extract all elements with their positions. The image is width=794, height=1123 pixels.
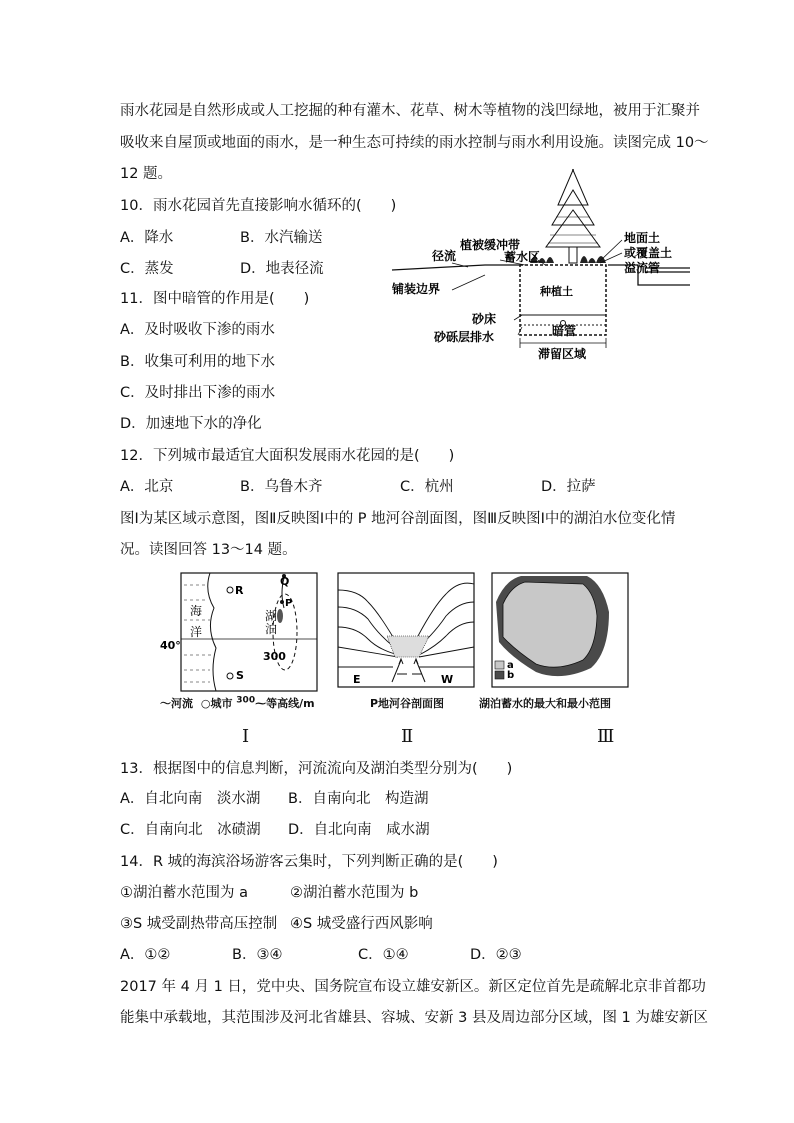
q11-option-a: A．及时吸收下渗的雨水 xyxy=(120,322,275,338)
q14-option-d: D．②③ xyxy=(470,947,522,963)
label-overflow: 溢流管 xyxy=(624,261,661,275)
q11-stem: 11．图中暗管的作用是( ) xyxy=(120,291,310,307)
q12-stem: 12．下列城市最适宜大面积发展雨水花园的是( ) xyxy=(120,448,455,464)
label-q: Q xyxy=(280,575,290,588)
q14-option-a: A．①② xyxy=(120,947,171,963)
figure-1-map xyxy=(160,570,330,695)
q12-option-a: A．北京 xyxy=(120,479,174,495)
q12-option-c: C．杭州 xyxy=(400,479,454,495)
label-buffer: 植被缓冲带 xyxy=(460,238,521,252)
river-legend-icon: 〜 xyxy=(160,697,171,710)
label-cover-soil: 或覆盖土 xyxy=(624,246,673,260)
q14-statement-3: ③S 城受副热带高压控制 xyxy=(120,916,278,932)
q11-option-b: B．收集可利用的地下水 xyxy=(120,354,275,370)
rain-garden-figure xyxy=(390,165,700,365)
figure-3-lake-range xyxy=(491,572,631,690)
q10-option-c: C．蒸发 xyxy=(120,261,174,277)
label-sea-1: 海 xyxy=(190,604,203,618)
label-sea-2: 洋 xyxy=(190,625,203,639)
q13-option-c: C．自南向北 冰碛湖 xyxy=(120,822,261,838)
city-legend-icon: ○ xyxy=(200,697,211,710)
q12-option-d: D．拉萨 xyxy=(541,479,596,495)
label-runoff: 径流 xyxy=(432,249,457,263)
intro2-line2: 况。读图回答 13～14 题。 xyxy=(120,542,297,558)
q14-statement-4: ④S 城受盛行西风影响 xyxy=(290,916,433,932)
label-contour-300: 300 xyxy=(263,650,286,663)
figure-1-legend xyxy=(160,695,315,711)
label-s: S xyxy=(236,669,244,682)
label-storage: 蓄水区 xyxy=(504,250,541,264)
legend-contour: 等高线/m xyxy=(266,697,315,710)
q14-option-c: C．①④ xyxy=(358,947,409,963)
q13-option-b: B．自南向北 构造湖 xyxy=(288,791,429,807)
intro1-line1: 雨水花园是自然形成或人工挖掘的种有灌木、花草、树木等植物的浅凹绿地，被用于汇聚并 xyxy=(120,103,700,119)
label-e: E xyxy=(353,673,361,686)
q13-option-d: D．自北向南 咸水湖 xyxy=(288,822,430,838)
label-w: W xyxy=(441,673,454,686)
q12-option-b: B．乌鲁木齐 xyxy=(240,479,323,495)
legend-city: 城市 xyxy=(210,697,233,710)
intro3-line1: 2017 年 4 月 1 日，党中央、国务院宣布设立雄安新区。新区定位首先是疏解北京非首都功 xyxy=(120,979,706,995)
q10-stem: 10．雨水花园首先直接影响水循环的( ) xyxy=(120,198,397,214)
q10-option-b: B．水汽输送 xyxy=(240,230,323,246)
label-gravel: 砂砾层排水 xyxy=(434,330,495,344)
figure-2-caption: P地河谷剖面图 xyxy=(370,697,445,710)
q13-stem: 13．根据图中的信息判断，河流流向及湖泊类型分别为( ) xyxy=(120,761,513,777)
legend-b-swatch xyxy=(495,671,504,679)
q10-option-a: A．降水 xyxy=(120,230,174,246)
intro3-line2: 能集中承载地，其范围涉及河北省雄县、容城、安新 3 县及周边部分区域，图 1 为雄安新区 xyxy=(120,1010,708,1026)
legend-b-label: b xyxy=(507,670,515,681)
q11-option-d: D．加速地下水的净化 xyxy=(120,416,262,432)
label-surface-soil: 地面土 xyxy=(624,231,661,245)
figure-3-caption: 湖泊蓄水的最大和最小范围 xyxy=(479,697,611,710)
label-r: R xyxy=(235,584,244,597)
lake-shape xyxy=(277,609,283,623)
figure-3-numeral: Ⅲ xyxy=(597,726,615,747)
label-plant-soil: 种植土 xyxy=(540,285,573,298)
label-lake-1: 湖 xyxy=(265,609,278,623)
label-lake-2: 泊 xyxy=(265,622,278,636)
intro1-line2: 吸收来自屋顶或地面的雨水，是一种生态可持续的雨水控制与雨水利用设施。读图完成 10～ xyxy=(120,135,709,151)
label-latitude: 40° xyxy=(160,639,181,652)
label-sand-bed: 砂床 xyxy=(472,312,497,326)
city-r-marker xyxy=(227,587,233,593)
q14-statement-1: ①湖泊蓄水范围为 a xyxy=(120,885,248,901)
tree-icon xyxy=(546,169,600,263)
label-p: P xyxy=(285,598,293,609)
intro1-line3: 12 题。 xyxy=(120,166,173,182)
legend-a-label: a xyxy=(507,660,514,671)
q13-option-a: A．自北向南 淡水湖 xyxy=(120,791,261,807)
q14-statement-2: ②湖泊蓄水范围为 b xyxy=(290,885,419,901)
label-retention: 滞留区域 xyxy=(538,347,587,361)
q14-stem: 14．R 城的海滨浴场游客云集时，下列判断正确的是( ) xyxy=(120,854,498,870)
legend-river: 河流 xyxy=(171,697,193,710)
q14-option-b: B．③④ xyxy=(232,947,283,963)
figure-1-numeral: Ⅰ xyxy=(242,726,250,747)
city-s-marker xyxy=(227,673,233,679)
contour-legend-icon: ⁓ xyxy=(255,697,267,710)
figure-2-numeral: Ⅱ xyxy=(401,726,414,747)
label-paving: 铺装边界 xyxy=(392,282,441,296)
q10-option-d: D．地表径流 xyxy=(240,261,324,277)
intro2-line1: 图Ⅰ为某区域示意图，图Ⅱ反映图Ⅰ中的 P 地河谷剖面图，图Ⅲ反映图Ⅰ中的湖泊水位变化情 xyxy=(120,511,676,527)
q11-option-c: C．及时排出下渗的雨水 xyxy=(120,385,276,401)
label-pipe: 暗管 xyxy=(552,324,577,338)
legend-a-swatch xyxy=(495,661,504,669)
legend-contour-value: 300 xyxy=(236,695,256,706)
figure-2-valley-section xyxy=(337,572,477,690)
